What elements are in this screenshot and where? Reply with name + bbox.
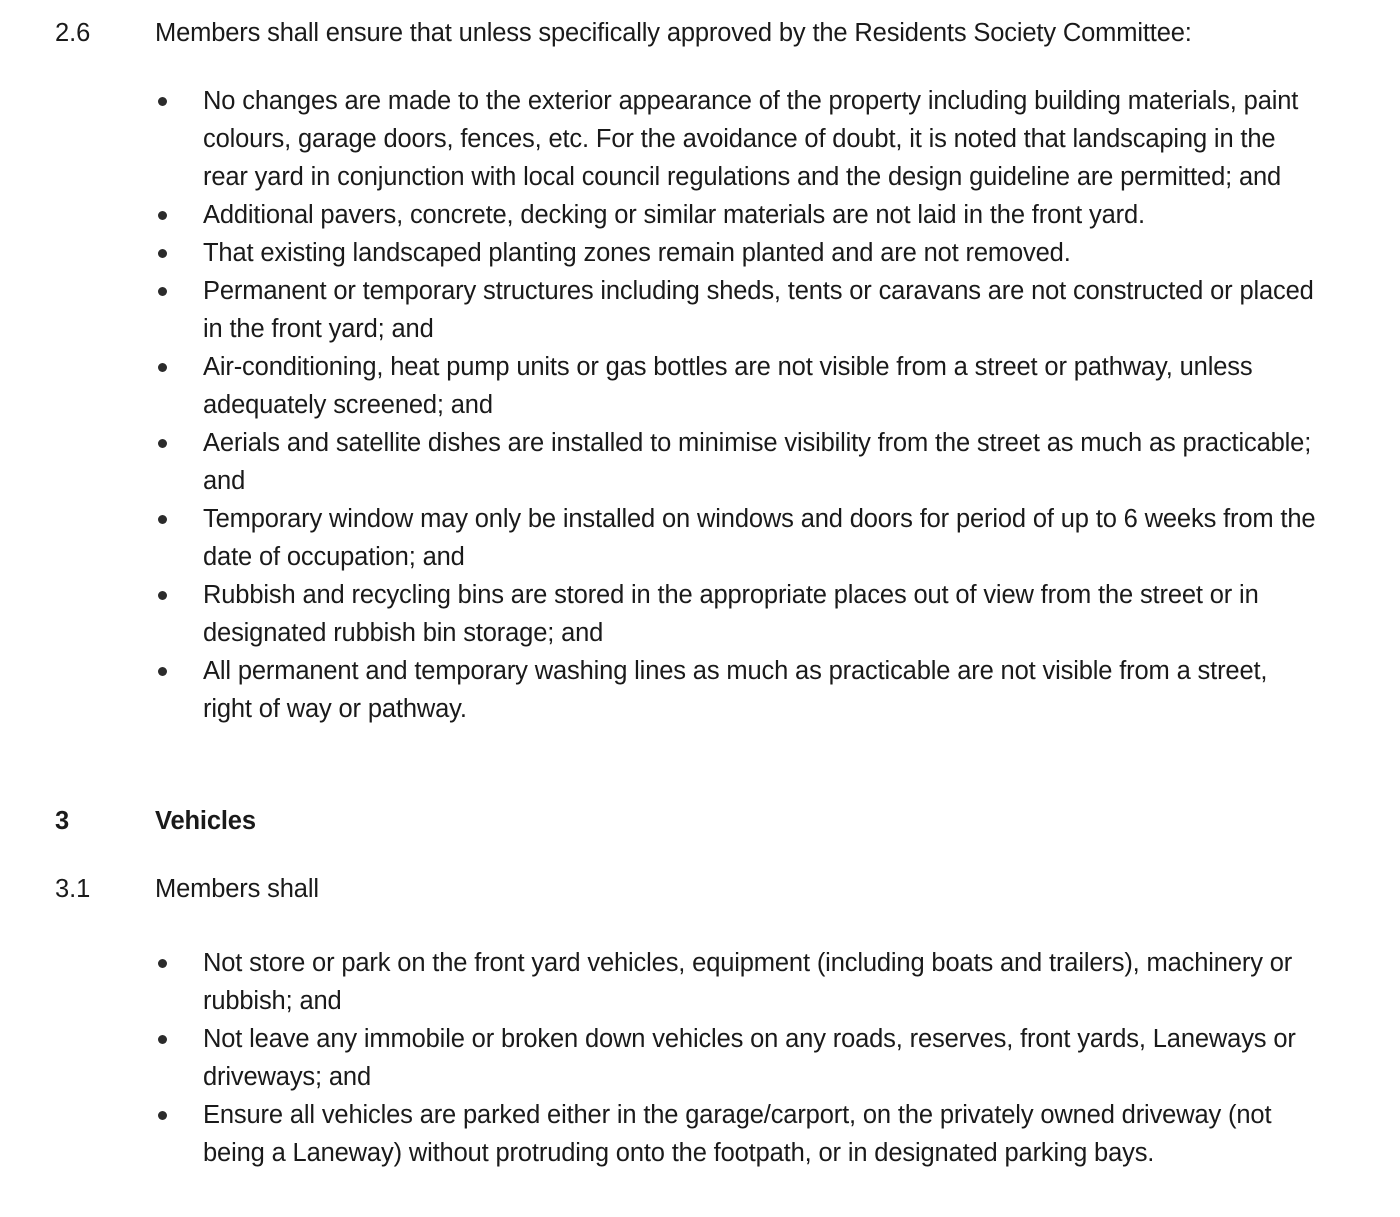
list-item [158,272,1316,348]
list-item [158,234,1316,272]
list-item [158,1096,1316,1172]
clause-text-3-1: Members shall [155,875,319,903]
list-item-text: No changes are made to the exterior appearance of the property including building materials, paint colours, garage doors, fences, etc. For the avoidance of doubt, it is noted that landscaping in the rear yard in conjunction with local council regulations and the design guideline are permitted; and [203,87,1299,191]
clause-3-1 [55,870,1360,908]
clause-number-3-1: 3.1 [55,875,91,903]
bullet-icon [158,439,167,448]
bullet-icon [158,591,167,600]
section-heading-3 [55,802,1360,840]
bullet-icon [158,515,167,524]
list-item-text: Temporary window may only be installed on windows and doors for period of up to 6 weeks from the date of occupation; and [203,505,1316,571]
list-item-text: Permanent or temporary structures including sheds, tents or caravans are not constructed or placed in the front yard; and [203,277,1314,343]
clause-3-1-bullet-list [158,944,1360,1172]
bullet-icon [158,97,167,106]
list-item-text: All permanent and temporary washing lines as much as practicable are not visible from a street, right of way or pathway. [203,657,1268,723]
list-item [158,500,1316,576]
section-number-3: 3 [55,807,70,835]
bullet-icon [158,211,167,220]
clause-number-2-6: 2.6 [55,19,91,47]
list-item-text: That existing landscaped planting zones remain planted and are not removed. [203,239,1071,267]
list-item-text: Rubbish and recycling bins are stored in the appropriate places out of view from the street or in designated rubbish bin storage; and [203,581,1259,647]
list-item-text: Ensure all vehicles are parked either in the garage/carport, on the privately owned driveway (not being a Laneway) without protruding onto the footpath, or in designated parking bays. [203,1101,1272,1167]
section-title-vehicles: Vehicles [155,807,256,835]
bullet-icon [158,959,167,968]
list-item [158,424,1316,500]
bullet-icon [158,363,167,372]
list-item-text: Air-conditioning, heat pump units or gas bottles are not visible from a street or pathway, unless adequately screened; and [203,353,1253,419]
bullet-icon [158,1111,167,1120]
bullet-icon [158,1035,167,1044]
list-item-text: Additional pavers, concrete, decking or similar materials are not laid in the front yard. [203,201,1145,229]
list-item-text: Aerials and satellite dishes are installed to minimise visibility from the street as much as practicable; and [203,429,1312,495]
clause-2-6-bullet-list [158,82,1360,728]
list-item-text: Not leave any immobile or broken down vehicles on any roads, reserves, front yards, Laneways or driveways; and [203,1025,1296,1091]
list-item [158,196,1316,234]
list-item-text: Not store or park on the front yard vehicles, equipment (including boats and trailers), machinery or rubbish; and [203,949,1293,1015]
list-item [158,652,1316,728]
bullet-icon [158,249,167,258]
bullet-icon [158,667,167,676]
list-item [158,944,1316,1020]
list-item [158,348,1316,424]
list-item [158,82,1316,196]
bullet-icon [158,287,167,296]
list-item [158,1020,1316,1096]
clause-text-2-6: Members shall ensure that unless specifically approved by the Residents Society Committee: [155,19,1192,47]
list-item [158,576,1316,652]
clause-2-6 [55,14,1360,52]
